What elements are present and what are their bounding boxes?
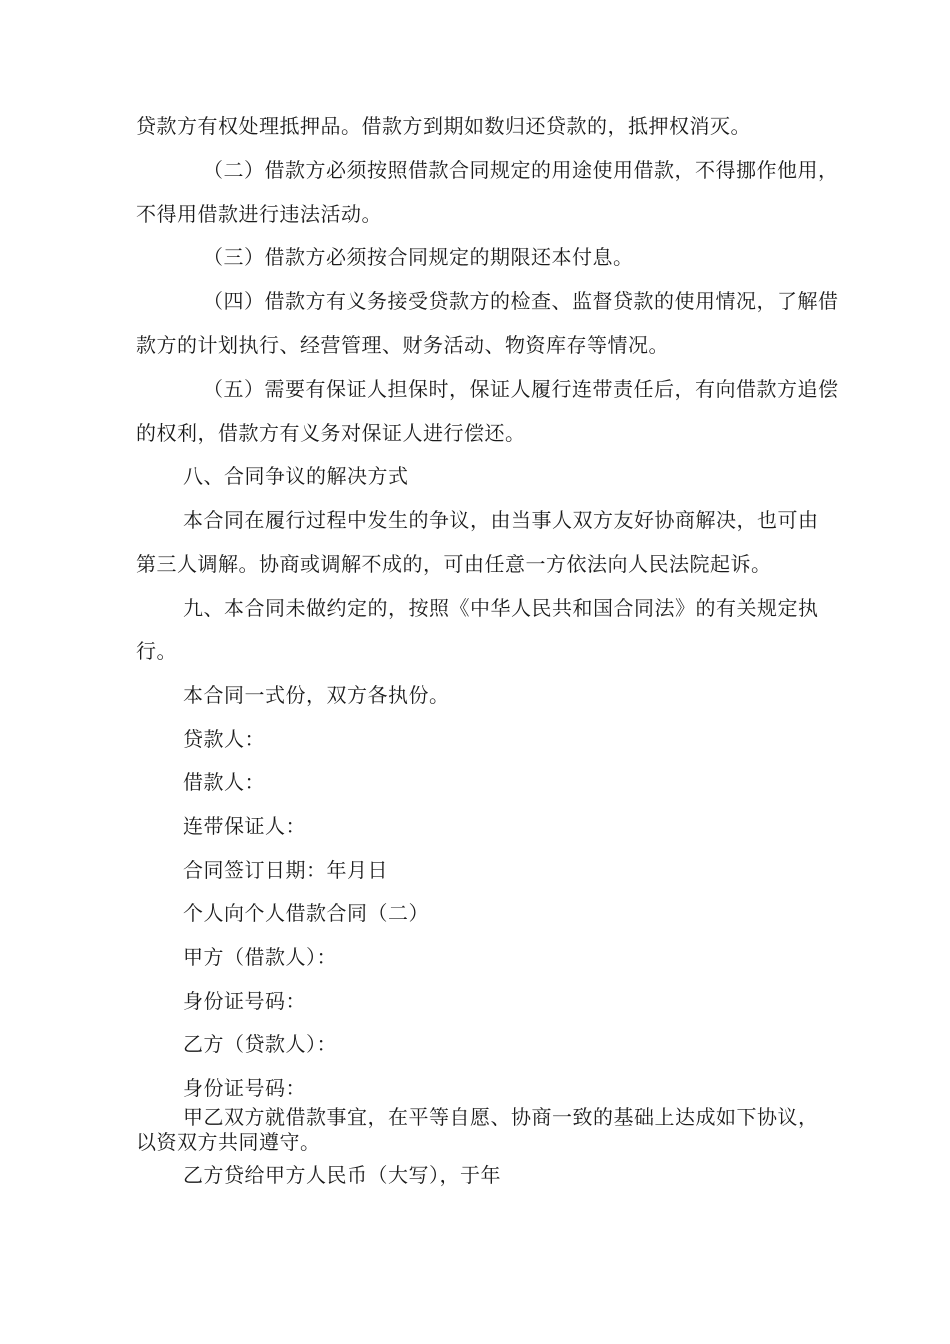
id-number-field: 身份证号码： — [183, 989, 306, 1013]
paragraph-line: 本合同一式份，双方各执份。 — [183, 683, 450, 707]
party-a-field: 甲方（借款人）： — [183, 945, 337, 969]
signature-field-guarantor: 连带保证人： — [183, 814, 306, 838]
paragraph-line: 以资双方共同遵守。 — [136, 1130, 321, 1154]
paragraph-line: 行。 — [136, 639, 177, 663]
paragraph-line: 本合同在履行过程中发生的争议，由当事人双方友好协商解决，也可由 — [183, 508, 819, 532]
paragraph-line: 乙方贷给甲方人民币（大写），于年 — [183, 1163, 501, 1187]
party-b-field: 乙方（贷款人）： — [183, 1032, 337, 1056]
contract-title: 个人向个人借款合同（二） — [183, 901, 429, 925]
paragraph-line: 甲乙双方就借款事宜，在平等自愿、协商一致的基础上达成如下协议， — [183, 1105, 819, 1129]
signing-date: 合同签订日期：年月日 — [183, 858, 388, 882]
paragraph-line: （四）借款方有义务接受贷款方的检查、监督贷款的使用情况，了解借 — [203, 289, 839, 313]
id-number-field: 身份证号码： — [183, 1076, 306, 1100]
paragraph-line: 贷款方有权处理抵押品。借款方到期如数归还贷款的，抵押权消灭。 — [136, 114, 751, 138]
signature-field-lender: 贷款人： — [183, 727, 265, 751]
section-heading: 八、合同争议的解决方式 — [183, 464, 409, 488]
paragraph-line: 第三人调解。协商或调解不成的，可由任意一方依法向人民法院起诉。 — [136, 552, 772, 576]
paragraph-line: 款方的计划执行、经营管理、财务活动、物资库存等情况。 — [136, 333, 669, 357]
paragraph-line: （五）需要有保证人担保时，保证人履行连带责任后，有向借款方追偿 — [203, 377, 839, 401]
paragraph-line: 九、本合同未做约定的，按照《中华人民共和国合同法》的有关规定执 — [183, 596, 819, 620]
paragraph-line: （三）借款方必须按合同规定的期限还本付息。 — [203, 245, 634, 269]
paragraph-line: 不得用借款进行违法活动。 — [136, 202, 382, 226]
signature-field-borrower: 借款人： — [183, 770, 265, 794]
paragraph-line: 的权利，借款方有义务对保证人进行偿还。 — [136, 421, 526, 445]
paragraph-line: （二）借款方必须按照借款合同规定的用途使用借款，不得挪作他用， — [203, 158, 839, 182]
